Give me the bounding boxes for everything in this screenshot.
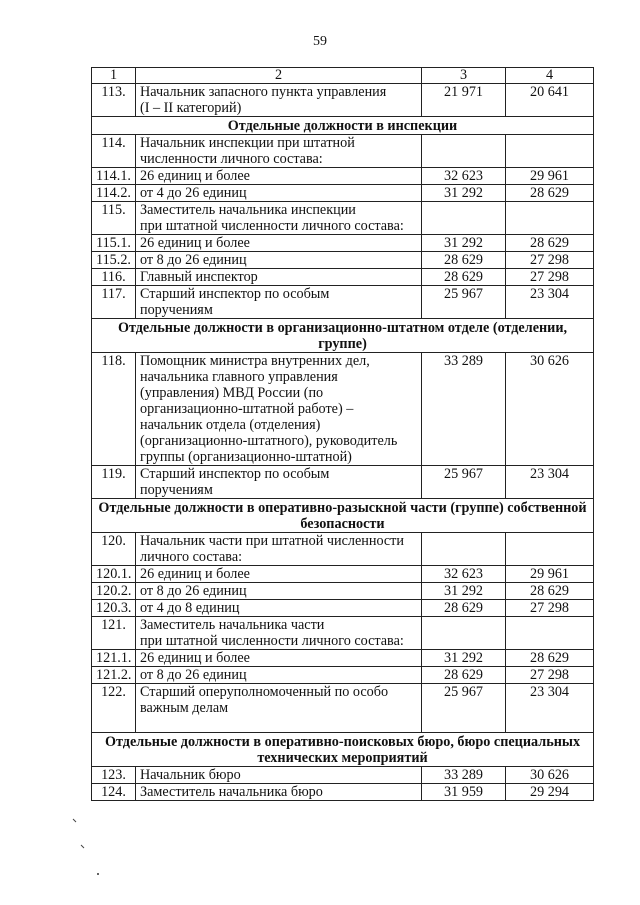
salary-col-3: 31 959 (422, 784, 506, 801)
position-title-line: начальника главного управления (140, 369, 338, 385)
salary-col-3: 25 967 (422, 684, 506, 733)
position-title-line: при штатной численности личного состава: (140, 218, 404, 234)
salary-col-4: 30 626 (506, 767, 594, 784)
position-title-line: Старший инспектор по особым (140, 286, 330, 302)
salary-col-3: 28 629 (422, 600, 506, 617)
position-title-line: Заместитель начальника бюро (140, 784, 323, 800)
salary-col-3: 28 629 (422, 269, 506, 286)
row-number: 115.2. (92, 252, 136, 269)
salary-col-4: 23 304 (506, 684, 594, 733)
row-number: 121.1. (92, 650, 136, 667)
row-number: 115. (92, 202, 136, 235)
position-title-line: Начальник запасного пункта управления (140, 84, 387, 100)
position-title-line: Помощник министра внутренних дел, (140, 353, 370, 369)
position-title-line: от 8 до 26 единиц (140, 252, 247, 268)
salary-col-3: 28 629 (422, 667, 506, 684)
salary-col-3: 25 967 (422, 286, 506, 319)
row-number: 116. (92, 269, 136, 286)
position-title-line: численности личного состава: (140, 151, 323, 167)
position-title-line: Начальник бюро (140, 767, 241, 783)
salary-col-3: 33 289 (422, 767, 506, 784)
header-col-1: 1 (92, 68, 136, 84)
row-number: 117. (92, 286, 136, 319)
salary-col-4: 23 304 (506, 466, 594, 499)
salary-col-4: 27 298 (506, 600, 594, 617)
salary-col-3: 21 971 (422, 84, 506, 117)
row-number: 122. (92, 684, 136, 733)
row-number: 114.1. (92, 168, 136, 185)
salary-col-3: 31 292 (422, 235, 506, 252)
row-number: 114. (92, 135, 136, 168)
row-number: 113. (92, 84, 136, 117)
row-number: 114.2. (92, 185, 136, 202)
row-number: 120.3. (92, 600, 136, 617)
salary-col-3: 31 292 (422, 583, 506, 600)
salary-col-4: 23 304 (506, 286, 594, 319)
position-title-line: Заместитель начальника части (140, 617, 325, 633)
row-number: 120.1. (92, 566, 136, 583)
header-col-4: 4 (506, 68, 594, 84)
salary-col-4: 29 294 (506, 784, 594, 801)
section-title: Отдельные должности в оперативно-разыскной части (группе) собственной безопасности (92, 499, 594, 533)
position-title-line: 26 единиц и более (140, 566, 250, 582)
scan-mark (73, 819, 76, 822)
scan-dot (97, 873, 99, 875)
header-col-2: 2 (136, 68, 422, 84)
position-title-line: Начальник инспекции при штатной (140, 135, 355, 151)
position-title-line: от 8 до 26 единиц (140, 583, 247, 599)
scan-mark (81, 845, 84, 848)
row-number: 120. (92, 533, 136, 566)
salary-col-3: 31 292 (422, 185, 506, 202)
position-title-line: 26 единиц и более (140, 235, 250, 251)
position-title-line: (I – II категорий) (140, 100, 242, 116)
position-title-line: поручениям (140, 302, 213, 318)
row-number: 119. (92, 466, 136, 499)
position-title-line: от 4 до 26 единиц (140, 185, 247, 201)
position-title-line: Заместитель начальника инспекции (140, 202, 356, 218)
position-title-line: личного состава: (140, 549, 243, 565)
salary-col-4: 27 298 (506, 269, 594, 286)
position-title-line: от 8 до 26 единиц (140, 667, 247, 683)
row-number: 123. (92, 767, 136, 784)
section-title: Отдельные должности в инспекции (92, 117, 594, 135)
position-title-line: от 4 до 8 единиц (140, 600, 240, 616)
header-col-3: 3 (422, 68, 506, 84)
row-number: 120.2. (92, 583, 136, 600)
salary-col-4: 28 629 (506, 650, 594, 667)
row-number: 121. (92, 617, 136, 650)
page-number: 59 (313, 34, 327, 49)
position-title-line: (организационно-штатного), руководитель (140, 433, 398, 449)
row-number: 124. (92, 784, 136, 801)
salary-col-4: 29 961 (506, 566, 594, 583)
salary-col-4: 29 961 (506, 168, 594, 185)
salary-col-3: 31 292 (422, 650, 506, 667)
position-title-line: Старший оперуполномоченный по особо (140, 684, 389, 700)
position-title-line: Старший инспектор по особым (140, 466, 330, 482)
position-title-line: 26 единиц и более (140, 168, 250, 184)
position-title-line: организационно-штатной работе) – (140, 401, 354, 417)
salary-col-4: 28 629 (506, 235, 594, 252)
salary-col-4: 30 626 (506, 353, 594, 466)
salary-col-3: 28 629 (422, 252, 506, 269)
position-title-line: при штатной численности личного состава: (140, 633, 404, 649)
salary-col-3: 33 289 (422, 353, 506, 466)
salary-col-4: 20 641 (506, 84, 594, 117)
row-number: 121.2. (92, 667, 136, 684)
salary-col-4: 27 298 (506, 252, 594, 269)
position-title-line: Начальник части при штатной численности (140, 533, 404, 549)
position-title-line: поручениям (140, 482, 213, 498)
position-title-line: Главный инспектор (140, 269, 258, 285)
section-title: Отдельные должности в оперативно-поисковых бюро, бюро специальных технических мероприятий (92, 733, 594, 767)
salary-col-4: 27 298 (506, 667, 594, 684)
position-title-line: (управления) МВД России (по (140, 385, 324, 401)
salary-col-3: 32 623 (422, 168, 506, 185)
row-number: 115.1. (92, 235, 136, 252)
salary-col-3: 32 623 (422, 566, 506, 583)
salary-col-4: 28 629 (506, 583, 594, 600)
salary-col-4: 28 629 (506, 185, 594, 202)
section-title: Отдельные должности в организационно-штатном отделе (отделении, группе) (92, 319, 594, 353)
salary-col-3: 25 967 (422, 466, 506, 499)
row-number: 118. (92, 353, 136, 466)
position-title-line: начальник отдела (отделения) (140, 417, 321, 433)
position-title-line: 26 единиц и более (140, 650, 250, 666)
position-title-line: важным делам (140, 700, 229, 716)
position-title-line: группы (организационно-штатной) (140, 449, 352, 465)
